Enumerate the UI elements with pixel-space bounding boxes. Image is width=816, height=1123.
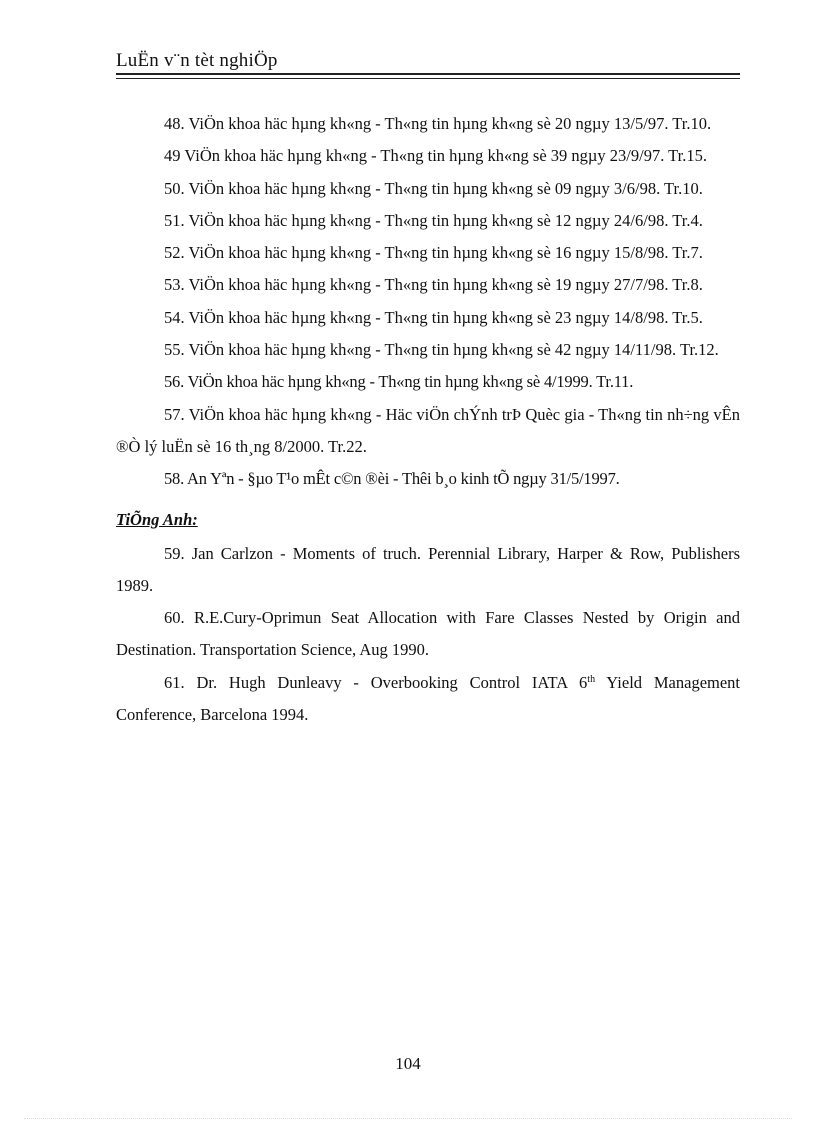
reference-item bbox=[116, 667, 740, 732]
reference-number: 58. bbox=[164, 469, 185, 489]
reference-item bbox=[116, 173, 740, 205]
page-number: 104 bbox=[395, 1054, 421, 1073]
reference-item bbox=[116, 463, 740, 495]
reference-number: 51. bbox=[164, 210, 185, 230]
reference-item bbox=[116, 108, 740, 140]
reference-number: 54. bbox=[164, 307, 185, 327]
references-list bbox=[116, 108, 740, 731]
reference-text: ViÖn khoa häc hµng kh«ng - Th«ng tin hµng kh«ng sè 4/1999. Tr.11. bbox=[187, 372, 634, 392]
page-header-title: LuËn v¨n tèt nghiÖp bbox=[116, 50, 278, 71]
reference-text: An Yªn - §µo T¹o mÊt c©n ®èi - Thêi b¸o kinh tÕ ngµy 31/5/1997. bbox=[187, 469, 620, 489]
reference-text: ViÖn khoa häc hµng kh«ng - Häc viÖn chÝnh trÞ Quèc gia - Th«ng tin nh÷ng vÊn ®Ò lý luËn sè 16 th¸ng 8/2000. Tr.22. bbox=[116, 404, 740, 456]
reference-number: 49 bbox=[164, 146, 181, 166]
reference-item bbox=[116, 269, 740, 301]
reference-item bbox=[116, 538, 740, 603]
reference-number: 55. bbox=[164, 340, 185, 360]
reference-number: 50. bbox=[164, 178, 185, 198]
reference-number: 61. bbox=[164, 672, 185, 692]
reference-item bbox=[116, 602, 740, 667]
reference-item bbox=[116, 237, 740, 269]
reference-number: 48. bbox=[164, 114, 185, 133]
reference-text: ViÖn khoa häc hµng kh«ng - Th«ng tin hµng kh«ng sè 42 ngµy 14/11/98. Tr.12. bbox=[188, 340, 719, 360]
reference-item bbox=[116, 366, 740, 398]
reference-number: 52. bbox=[164, 243, 185, 263]
reference-text: ViÖn khoa häc hµng kh«ng - Th«ng tin hµng kh«ng sè 20 ngµy 13/5/97. Tr.10. bbox=[188, 114, 712, 133]
reference-text: ViÖn khoa häc hµng kh«ng - Th«ng tin hµng kh«ng sè 19 ngµy 27/7/98. Tr.8. bbox=[188, 275, 703, 295]
reference-number: 59. bbox=[164, 543, 185, 563]
reference-text: Dr. Hugh Dunleavy - Overbooking Control IATA 6 bbox=[196, 672, 588, 692]
reference-text: ViÖn khoa häc hµng kh«ng - Th«ng tin hµng kh«ng sè 16 ngµy 15/8/98. Tr.7. bbox=[188, 243, 703, 263]
section-heading-english: TiÕng Anh: bbox=[116, 509, 198, 529]
reference-number: 57. bbox=[164, 404, 185, 424]
reference-number: 53. bbox=[164, 275, 185, 295]
reference-item bbox=[116, 334, 740, 366]
reference-text: ViÖn khoa häc hµng kh«ng - Th«ng tin hµng kh«ng sè 39 ngµy 23/9/97. Tr.15. bbox=[184, 146, 708, 166]
page-bottom-border bbox=[24, 1118, 792, 1119]
reference-text: ViÖn khoa häc hµng kh«ng - Th«ng tin hµng kh«ng sè 23 ngµy 14/8/98. Tr.5. bbox=[188, 307, 703, 327]
reference-text: ViÖn khoa häc hµng kh«ng - Th«ng tin hµng kh«ng sè 12 ngµy 24/6/98. Tr.4. bbox=[188, 210, 703, 230]
header-rule-thick bbox=[116, 73, 740, 75]
reference-superscript: th bbox=[587, 673, 596, 685]
reference-text: Jan Carlzon - Moments of truch. Perennial Library, Harper & Row, Publishers 1989. bbox=[116, 543, 740, 595]
reference-number: 56. bbox=[164, 372, 185, 392]
reference-item bbox=[116, 205, 740, 237]
header-rule-thin bbox=[116, 78, 740, 79]
reference-text: R.E.Cury-Oprimun Seat Allocation with Fare Classes Nested by Origin and Destination. Transportation Science, Aug 1990. bbox=[116, 608, 740, 660]
reference-item bbox=[116, 399, 740, 464]
reference-item bbox=[116, 302, 740, 334]
reference-item bbox=[116, 140, 740, 172]
reference-text-continued: Yield Management Conference, Barcelona 1994. bbox=[116, 672, 741, 725]
reference-number: 60. bbox=[164, 608, 185, 628]
reference-text: ViÖn khoa häc hµng kh«ng - Th«ng tin hµng kh«ng sè 09 ngµy 3/6/98. Tr.10. bbox=[188, 178, 703, 198]
